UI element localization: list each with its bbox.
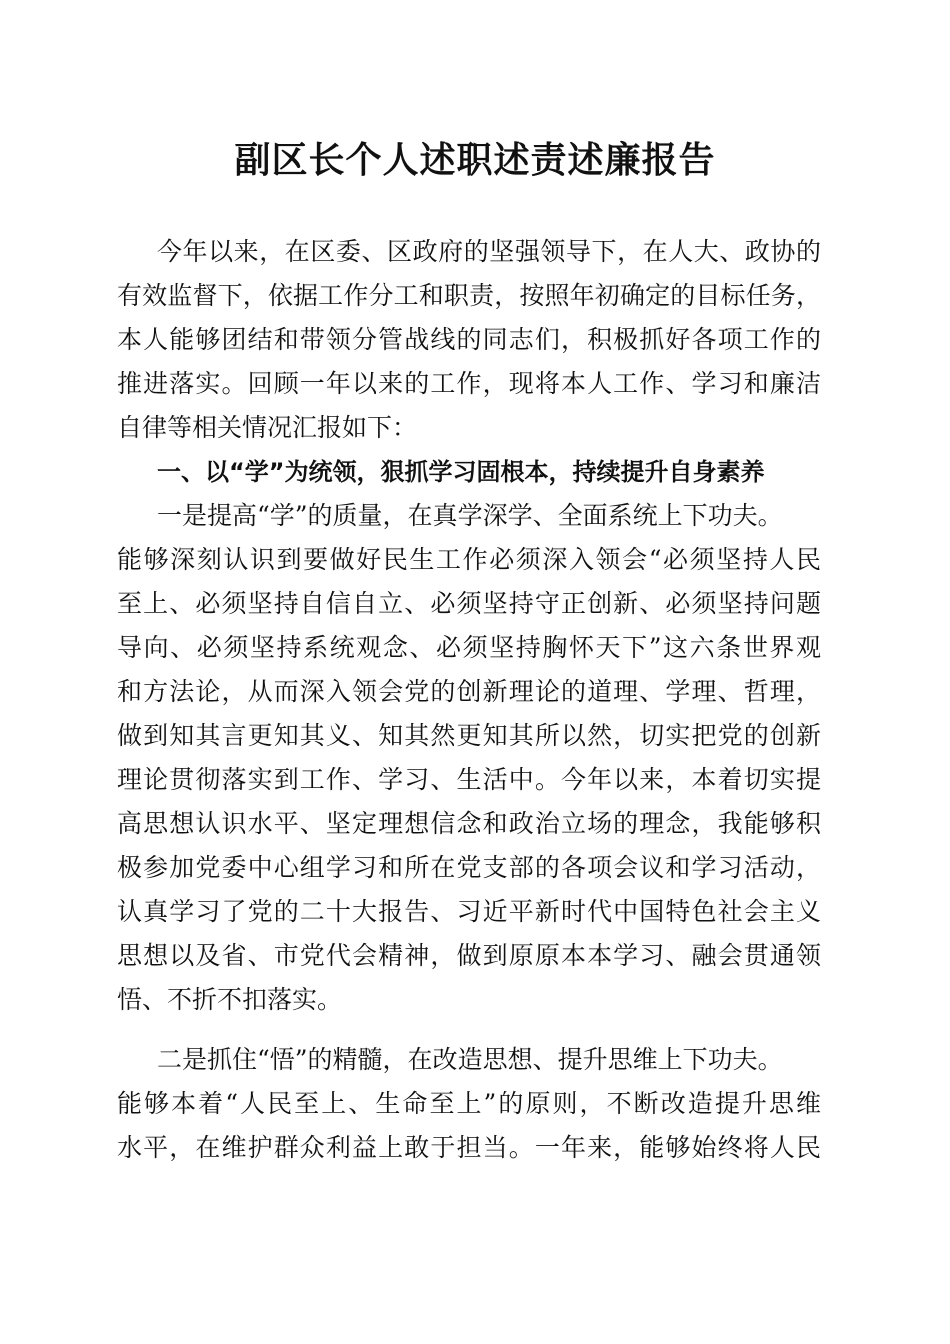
paragraph-line: 思想以及省、市党代会精神，做到原原本本学习、融会贯通领 [117, 941, 821, 970]
document-title: 副区长个人述职述责述廉报告 [234, 139, 716, 181]
paragraph-line: 今年以来，在区委、区政府的坚强领导下，在人大、政协的 [157, 237, 821, 266]
paragraph-line: 有效监督下，依据工作分工和职责，按照年初确定的目标任务， [117, 281, 821, 310]
paragraph-line: 和方法论，从而深入领会党的创新理论的道理、学理、哲理， [117, 677, 821, 706]
paragraph-line: 导向、必须坚持系统观念、必须坚持胸怀天下”这六条世界观 [117, 633, 821, 662]
paragraph-line: 至上、必须坚持自信自立、必须坚持守正创新、必须坚持问题 [117, 589, 821, 618]
paragraph-line: 悟、不折不扣落实。 [117, 985, 343, 1014]
paragraph-line: 一是提高“学”的质量，在真学深学、全面系统上下功夫。 [157, 501, 783, 530]
paragraph-line: 认真学习了党的二十大报告、习近平新时代中国特色社会主义 [117, 897, 821, 926]
paragraph-line: 做到知其言更知其义、知其然更知其所以然，切实把党的创新 [117, 721, 821, 750]
paragraph-line: 自律等相关情况汇报如下： [117, 413, 418, 442]
paragraph-line: 能够本着“人民至上、生命至上”的原则，不断改造提升思维 [117, 1089, 821, 1118]
paragraph-line: 能够深刻认识到要做好民生工作必须深入领会“必须坚持人民 [117, 545, 821, 574]
section-heading: 一、以“学”为统领，狠抓学习固根本，持续提升自身素养 [157, 458, 765, 486]
paragraph-line: 高思想认识水平、坚定理想信念和政治立场的理念，我能够积 [117, 809, 821, 838]
paragraph-line: 本人能够团结和带领分管战线的同志们，积极抓好各项工作的 [117, 325, 821, 354]
paragraph-gap [117, 1022, 821, 1038]
paragraph-line: 水平，在维护群众利益上敢于担当。一年来，能够始终将人民 [117, 1133, 821, 1162]
paragraph-line: 理论贯彻落实到工作、学习、生活中。今年以来，本着切实提 [117, 765, 821, 794]
paragraph-line: 极参加党委中心组学习和所在党支部的各项会议和学习活动， [117, 853, 821, 882]
paragraph-line: 推进落实。回顾一年以来的工作，现将本人工作、学习和廉洁 [117, 369, 821, 398]
document-body [117, 230, 821, 1170]
paragraph-line: 二是抓住“悟”的精髓，在改造思想、提升思维上下功夫。 [157, 1045, 783, 1074]
